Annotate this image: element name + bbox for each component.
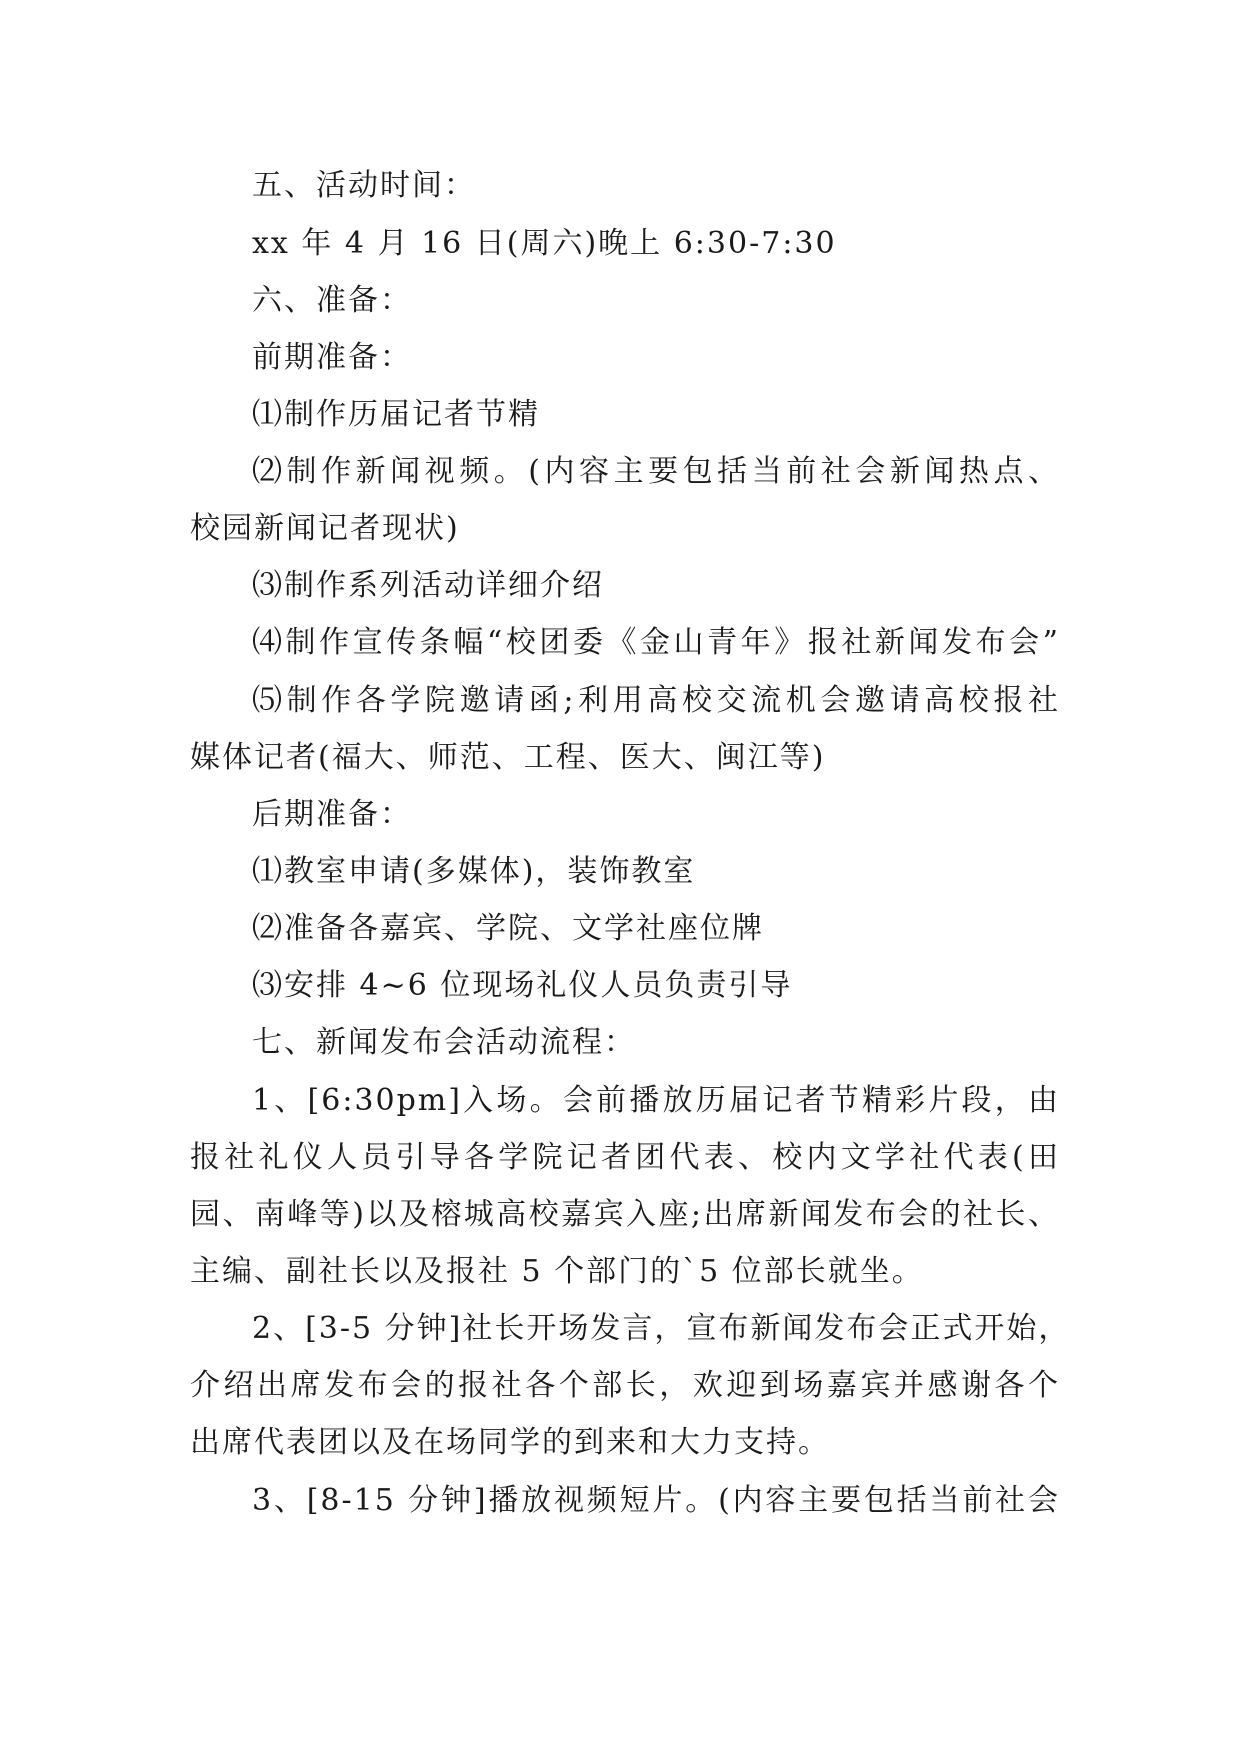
list-item: ⑵制作新闻视频。(内容主要包括当前社会新闻热点、 bbox=[252, 454, 1060, 489]
list-item: ⑵准备各嘉宾、学院、文学社座位牌 bbox=[252, 911, 764, 946]
heading-preparation: 六、准备： bbox=[252, 283, 412, 318]
subheading-early-preparation: 前期准备： bbox=[252, 340, 412, 375]
paragraph-line: 1、[6:30pm]入场。会前播放历届记者节精彩片段，由 bbox=[252, 1083, 1060, 1118]
list-item: ⑴教室申请(多媒体)，装饰教室 bbox=[252, 854, 696, 889]
paragraph-line: 媒体记者(福大、师范、工程、医大、闽江等) bbox=[190, 740, 826, 775]
paragraph-line: 报社礼仪人员引导各学院记者团代表、校内文学社代表(田 bbox=[190, 1140, 1060, 1175]
paragraph-line: xx 年 4 月 16 日(周六)晚上 6:30-7:30 bbox=[252, 226, 837, 261]
paragraph-line: 主编、副社长以及报社 5 个部门的`5 位部长就坐。 bbox=[190, 1254, 924, 1289]
list-item: ⑴制作历届记者节精 bbox=[252, 397, 540, 432]
list-item: ⑶安排 4~6 位现场礼仪人员负责引导 bbox=[252, 968, 793, 1003]
heading-activity-time: 五、活动时间： bbox=[252, 168, 476, 203]
list-item: ⑶制作系列活动详细介绍 bbox=[252, 568, 604, 603]
paragraph-line: 校园新闻记者现状) bbox=[190, 511, 460, 546]
heading-press-conference-process: 七、新闻发布会活动流程： bbox=[252, 1025, 636, 1060]
subheading-later-preparation: 后期准备： bbox=[252, 797, 412, 832]
paragraph-line: 3、[8-15 分钟]播放视频短片。(内容主要包括当前社会 bbox=[252, 1483, 1060, 1518]
paragraph-line: 2、[3-5 分钟]社长开场发言，宣布新闻发布会正式开始， bbox=[252, 1311, 1071, 1346]
paragraph-line: 出席代表团以及在场同学的到来和大力支持。 bbox=[190, 1425, 830, 1460]
list-item: ⑷制作宣传条幅“校团委《金山青年》报社新闻发布会” bbox=[252, 625, 1060, 660]
paragraph-line: 介绍出席发布会的报社各个部长，欢迎到场嘉宾并感谢各个 bbox=[190, 1368, 1060, 1403]
list-item: ⑸制作各学院邀请函;利用高校交流机会邀请高校报社 bbox=[252, 683, 1060, 718]
paragraph-line: 园、南峰等)以及榕城高校嘉宾入座;出席新闻发布会的社长、 bbox=[190, 1197, 1060, 1232]
